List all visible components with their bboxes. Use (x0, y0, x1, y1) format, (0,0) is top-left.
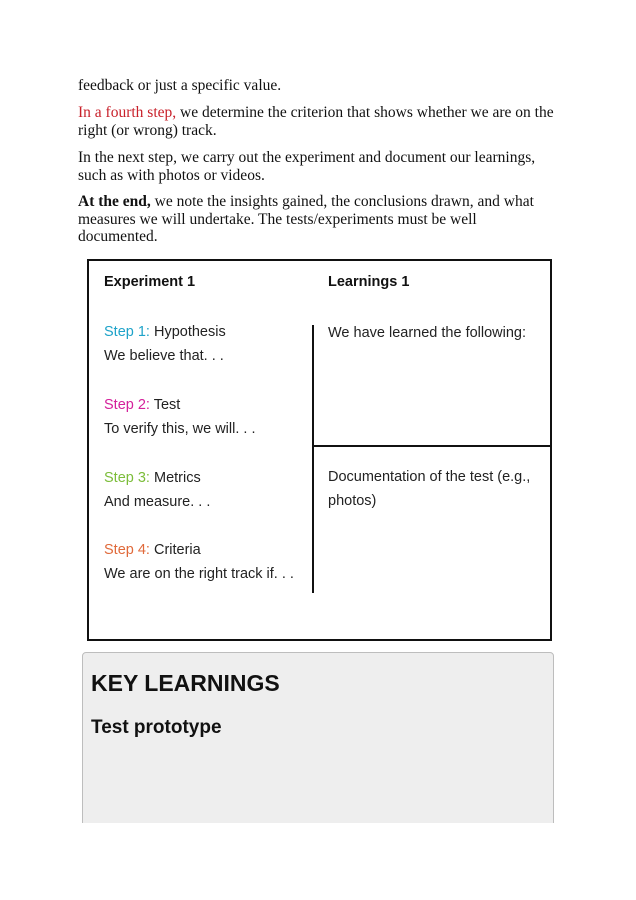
page-bottom-margin (0, 823, 636, 900)
step-name: Criteria (153, 542, 201, 558)
step-text: We believe that. . . (104, 348, 224, 364)
paragraph-text: we determine the criterion that shows whether we are on the right (or wrong) track. (78, 104, 554, 139)
step-criteria (104, 538, 294, 586)
step-test (104, 393, 255, 441)
column-divider (312, 325, 314, 593)
step-metrics (104, 466, 210, 514)
learned-text: We have learned the following: (328, 325, 527, 341)
step-name: Hypothesis (153, 324, 226, 340)
step-label: Step 4: (104, 542, 150, 558)
paragraph-at-the-end (78, 193, 558, 246)
row-divider (312, 445, 550, 447)
step-text: And measure. . . (104, 494, 211, 510)
highlight-lead: In a fourth step, (78, 104, 177, 121)
bold-lead: At the end, (78, 193, 151, 210)
experiment-title: Experiment 1 (104, 274, 196, 290)
step-name: Test (153, 397, 181, 413)
step-label: Step 3: (104, 470, 150, 486)
key-learnings-box (82, 652, 554, 844)
paragraph-fourth-step (78, 104, 558, 139)
step-heading (104, 393, 255, 417)
documentation-text: Documentation of the test (e.g., photos) (328, 469, 531, 509)
paragraph-text: feedback or just a specific value. (78, 77, 282, 94)
step-label: Step 1: (104, 324, 150, 340)
step-text: To verify this, we will. . . (104, 421, 256, 437)
key-learnings-title: KEY LEARNINGS (91, 670, 280, 696)
paragraph-feedback (78, 77, 558, 95)
step-heading (104, 538, 294, 562)
step-hypothesis (104, 320, 226, 368)
paragraph-text: In the next step, we carry out the experiment and document our learnings, such as with photos or videos. (78, 149, 536, 184)
step-heading (104, 466, 210, 490)
step-text: We are on the right track if. . . (104, 566, 294, 582)
key-learnings-subtitle: Test prototype (91, 717, 222, 738)
step-name: Metrics (153, 470, 201, 486)
paragraph-text: we note the insights gained, the conclusions drawn, and what measures we will undertake. The tests/experiments must be well documented. (78, 193, 534, 245)
paragraph-next-step (78, 149, 558, 184)
experiment-card (87, 259, 552, 641)
step-label: Step 2: (104, 397, 150, 413)
step-heading (104, 320, 226, 344)
learnings-title: Learnings 1 (328, 274, 410, 290)
